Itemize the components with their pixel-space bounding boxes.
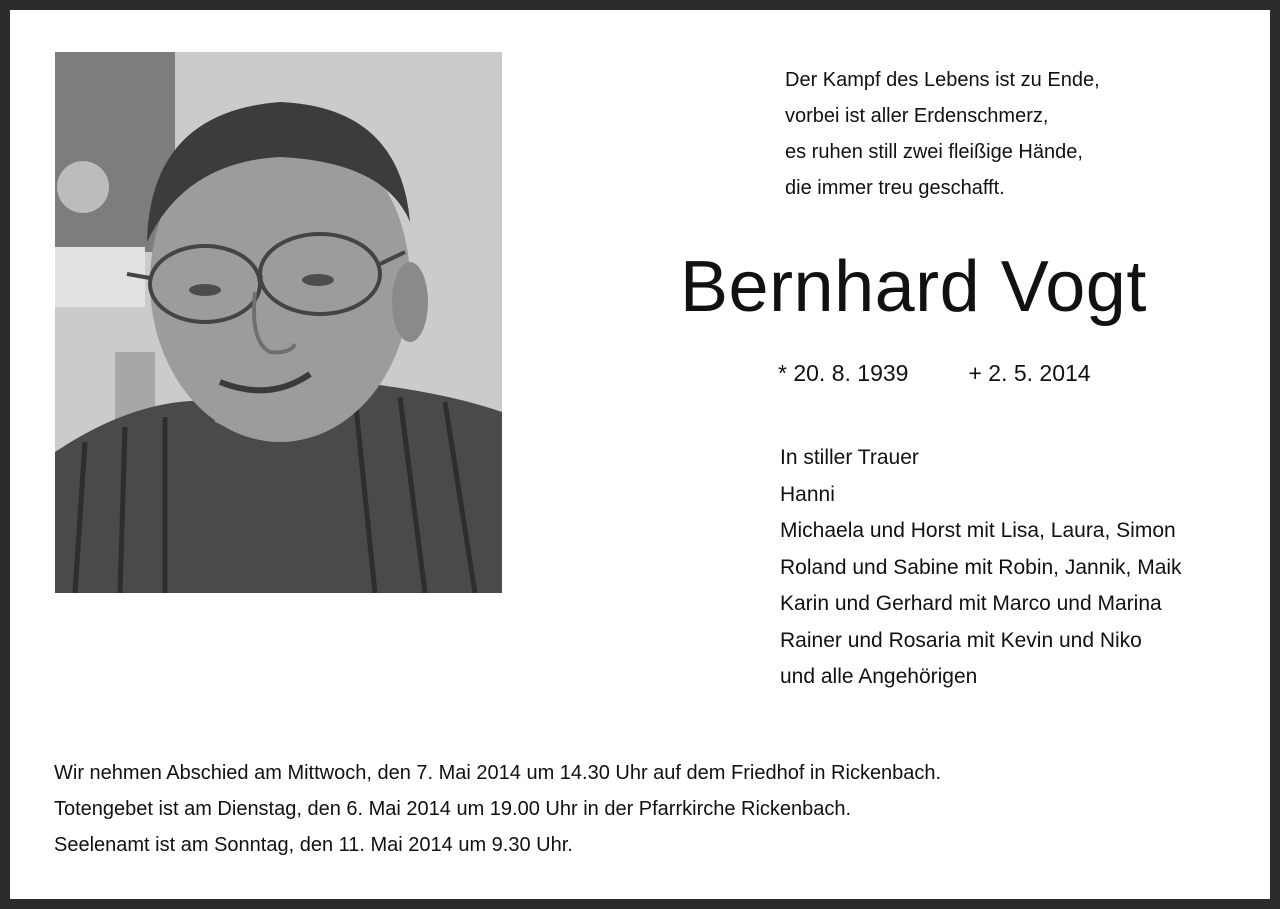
mourner-entry: und alle Angehörigen <box>780 665 978 688</box>
mourner-entry: Rainer und Rosaria mit Kevin und Niko <box>780 628 1142 652</box>
mourner-entry: Karin und Gerhard mit Marco und Marina <box>780 592 1162 615</box>
mourner-entry: Roland und Sabine mit Robin, Jannik, Maik <box>780 555 1182 579</box>
funeral-notices <box>54 755 941 863</box>
portrait-photo <box>55 52 502 593</box>
deceased-name: Bernhard Vogt <box>680 247 1147 327</box>
mourners-list <box>780 440 1182 696</box>
mourner-entry: Hanni <box>780 482 835 506</box>
funeral-notice: Wir nehmen Abschied am Mittwoch, den 7. Mai 2014 um 14.30 Uhr auf dem Friedhof in Rickenbach. <box>54 762 942 784</box>
poem-line: es ruhen still zwei fleißige Hände, <box>785 141 1083 163</box>
poem-verse <box>785 62 1100 206</box>
birth-date: * 20. 8. 1939 <box>778 360 909 386</box>
mourner-entry: Michaela und Horst mit Lisa, Laura, Simon <box>780 519 1176 542</box>
death-date: + 2. 5. 2014 <box>968 360 1091 386</box>
poem-line: vorbei ist aller Erdenschmerz, <box>785 105 1049 127</box>
obituary-card <box>10 10 1270 899</box>
requiem-notice: Seelenamt ist am Sonntag, den 11. Mai 2014 um 9.30 Uhr. <box>54 834 573 856</box>
mourners-heading: In stiller Trauer <box>780 446 919 469</box>
prayer-notice: Totengebet ist am Dienstag, den 6. Mai 2014 um 19.00 Uhr in der Pfarrkirche Rickenbach. <box>54 798 852 820</box>
life-dates <box>778 358 1091 388</box>
poem-line: Der Kampf des Lebens ist zu Ende, <box>785 69 1100 91</box>
poem-line: die immer treu geschafft. <box>785 177 1005 199</box>
